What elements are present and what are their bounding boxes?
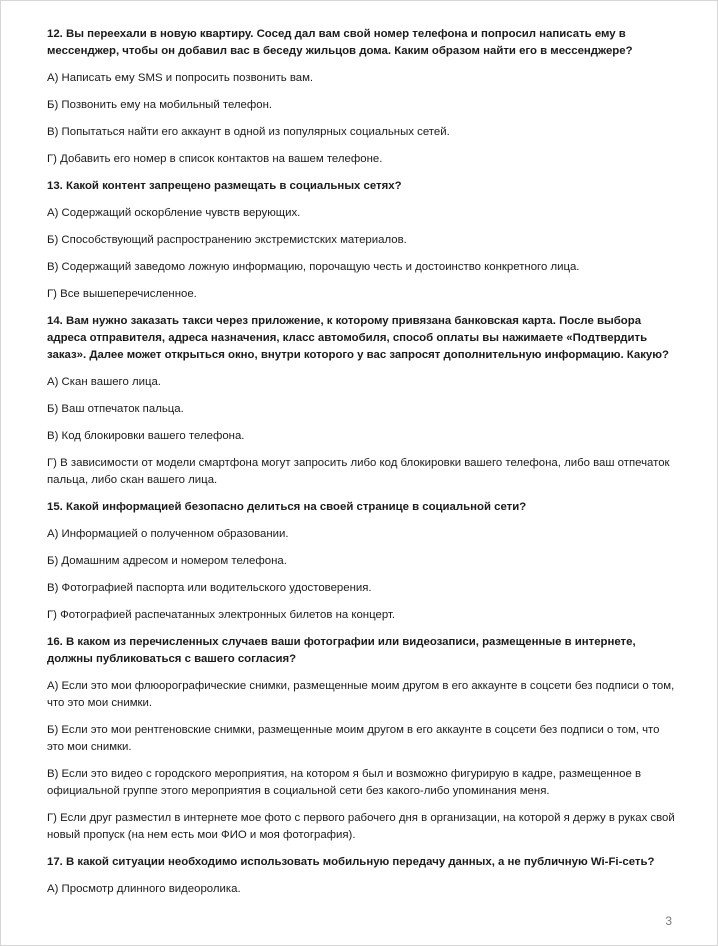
question-text: 17. В какой ситуации необходимо использовать мобильную передачу данных, а не публичную Wi-Fi-сеть? <box>47 856 655 868</box>
answer-option: Г) Если друг разместил в интернете мое фото с первого рабочего дня в организации, на которой я держу в руках свой новый пропуск (на нем есть мои ФИО и моя фотография). <box>47 812 675 841</box>
question-text: 15. Какой информацией безопасно делиться на своей странице в социальной сети? <box>47 501 527 513</box>
question-text: 12. Вы переехали в новую квартиру. Сосед дал вам свой номер телефона и попросил написать ему в мессенджер, чтобы он добавил вас в беседу жильцов дома. Каким образом найти его в мессенджере? <box>47 28 633 57</box>
answer-option: Б) Если это мои рентгеновские снимки, размещенные моим другом в его аккаунте в соцсети без подписи о том, что это мои снимки. <box>47 724 660 753</box>
question-13 <box>47 178 679 303</box>
answer-option: А) Просмотр длинного видеоролика. <box>47 883 241 895</box>
answer-option: А) Содержащий оскорбление чувств верующих. <box>47 207 301 219</box>
answer-option: А) Написать ему SMS и попросить позвонить вам. <box>47 72 314 84</box>
question-12 <box>47 26 679 168</box>
answer-option: А) Информацией о полученном образовании. <box>47 528 289 540</box>
answer-option: Б) Позвонить ему на мобильный телефон. <box>47 99 273 111</box>
question-text: 13. Какой контент запрещено размещать в социальных сетях? <box>47 180 402 192</box>
question-text: 16. В каком из перечисленных случаев ваши фотографии или видеозаписи, размещенные в интернете, должны публиковаться с вашего согласия? <box>47 636 636 665</box>
answer-option: Г) Фотографией распечатанных электронных билетов на концерт. <box>47 609 396 621</box>
answer-option: А) Скан вашего лица. <box>47 376 161 388</box>
answer-option: В) Если это видео с городского мероприятия, на котором я был и возможно фигурирую в кадре, размещенное в официальной группе этого мероприятия в социальной сети без какого-либо упоминания меня. <box>47 768 642 797</box>
answer-option: В) Фотографией паспорта или водительского удостоверения. <box>47 582 372 594</box>
answer-option: Б) Домашним адресом и номером телефона. <box>47 555 287 567</box>
answer-option: Г) Добавить его номер в список контактов на вашем телефоне. <box>47 153 383 165</box>
question-17 <box>47 854 679 898</box>
question-text: 14. Вам нужно заказать такси через приложение, к которому привязана банковская карта. После выбора адреса отправителя, адреса назначения, класс автомобиля, способ оплаты вы нажимаете «Подтвердить заказ». Далее может открыться окно, внутри которого у вас запросят дополнительную информацию. Какую? <box>47 315 669 361</box>
question-15 <box>47 499 679 624</box>
answer-option: Б) Ваш отпечаток пальца. <box>47 403 184 415</box>
answer-option: А) Если это мои флюорографические снимки, размещенные моим другом в его аккаунте в соцсети без подписи о том, что это мои снимки. <box>47 680 675 709</box>
answer-option: Г) В зависимости от модели смартфона могут запросить либо код блокировки вашего телефона, либо ваш отпечаток пальца, либо скан вашего лица. <box>47 457 670 486</box>
answer-option: Б) Способствующий распространению экстремистских материалов. <box>47 234 407 246</box>
answer-option: В) Код блокировки вашего телефона. <box>47 430 245 442</box>
document-body <box>47 26 679 908</box>
page-number: 3 <box>665 914 672 928</box>
answer-option: В) Попытаться найти его аккаунт в одной из популярных социальных сетей. <box>47 126 450 138</box>
answer-option: Г) Все вышеперечисленное. <box>47 288 197 300</box>
answer-option: В) Содержащий заведомо ложную информацию, порочащую честь и достоинство конкретного лица. <box>47 261 580 273</box>
question-14 <box>47 313 679 489</box>
question-16 <box>47 634 679 844</box>
